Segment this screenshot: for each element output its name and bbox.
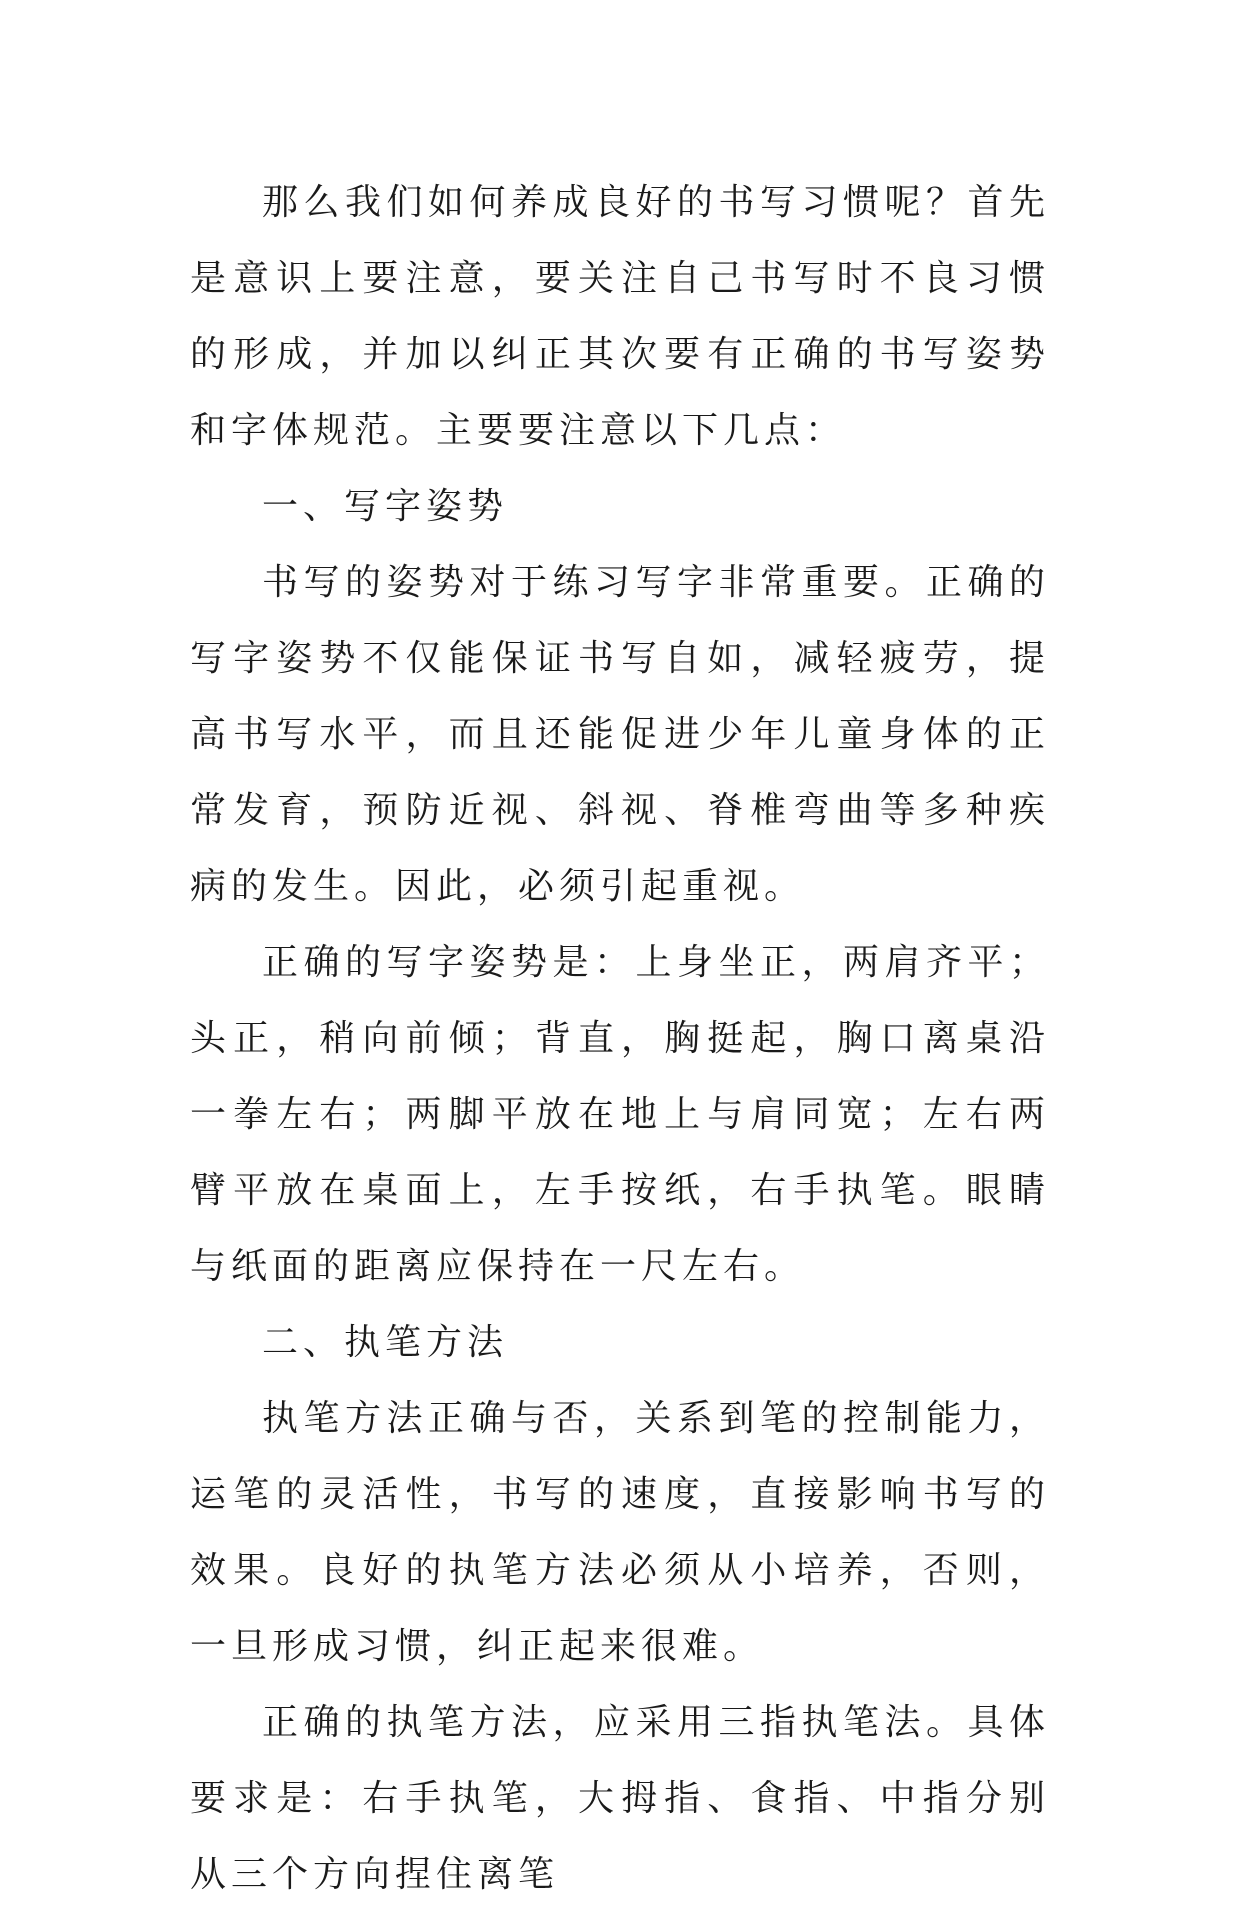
paragraph-correct-pen-holding: 正确的执笔方法，应采用三指执笔法。具体要求是：右手执笔，大拇指、食指、中指分别从三个方向捏住离笔 [190,1702,1050,1895]
document-body [190,165,1050,1913]
paragraph-correct-posture: 正确的写字姿势是：上身坐正，两肩齐平；头正，稍向前倾；背直，胸挺起，胸口离桌沿一拳左右；两脚平放在地上与肩同宽；左右两臂平放在桌面上，左手按纸，右手执笔。眼睛与纸面的距离应保持在一尺左右。 [190,942,1050,1287]
section-heading-writing-posture: 一、写字姿势 [262,486,509,527]
paragraph-posture-importance: 书写的姿势对于练习写字非常重要。正确的写字姿势不仅能保证书写自如，减轻疲劳，提高书写水平，而且还能促进少年儿童身体的正常发育，预防近视、斜视、脊椎弯曲等多种疾病的发生。因此，必须引起重视。 [190,562,1050,907]
paragraph-pen-holding-importance: 执笔方法正确与否，关系到笔的控制能力，运笔的灵活性，书写的速度，直接影响书写的效果。良好的执笔方法必须从小培养，否则，一旦形成习惯，纠正起来很难。 [190,1398,1050,1667]
paragraph-intro: 那么我们如何养成良好的书写习惯呢？首先是意识上要注意，要关注自己书写时不良习惯的形成，并加以纠正其次要有正确的书写姿势和字体规范。主要要注意以下几点： [190,182,1050,451]
section-heading-pen-holding: 二、执笔方法 [262,1322,509,1363]
